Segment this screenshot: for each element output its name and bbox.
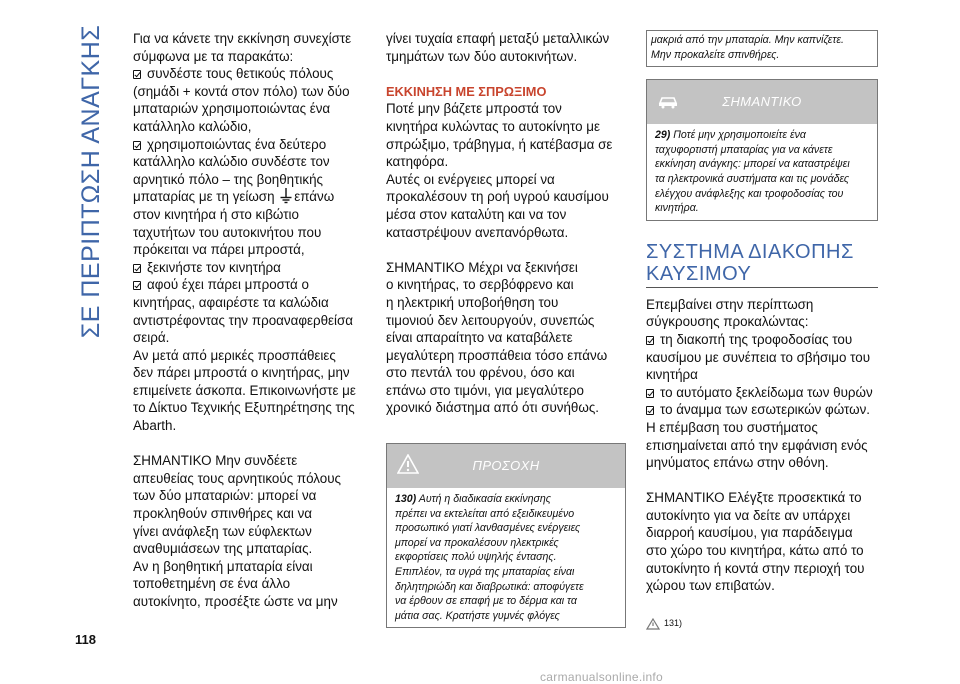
text-line: αρνητικό πόλο – της βοηθητικής (133, 171, 323, 187)
text-line: χώρου των επιβατών. (646, 578, 775, 594)
important-text: 29) Ποτέ μην χρησιμοποιείτε ένα ταχυφορτιστή μπαταρίας για να κάνετε εκκίνηση ανάγκης: μπορεί να καταστρέψει τα ηλεκτρονικά συστήματα και τις μονάδες ελέγχου ανάφλεξης και τροφοδοσίας του κινητήρα. (647, 124, 877, 220)
text-line: σύμφωνα με τα παρακάτω: (133, 48, 294, 64)
text-line: είναι απαραίτητο να καταβάλετε (386, 330, 573, 346)
section-title (646, 241, 878, 288)
text-line: γίνει τυχαία επαφή μεταξύ μεταλλικών (386, 31, 610, 46)
text-line: Η επέμβαση του συστήματος (646, 419, 818, 435)
text-line: σύγκρουσης προκαλώντας: (646, 314, 809, 330)
text-line: κατάλληλο καλώδιο, (133, 118, 252, 134)
column-2 (386, 30, 626, 628)
paragraph (386, 100, 626, 170)
text-line: προκαλέσουν τη ροή υγρού καυσίμου (386, 189, 609, 205)
text-line: Αυτές οι ενέργειες μπορεί να (386, 171, 555, 187)
footnote-reference (646, 615, 878, 633)
paragraph (646, 489, 878, 595)
note-number: 29) (655, 129, 671, 142)
text-line: προκληθούν σπινθήρες και να (133, 506, 313, 522)
warning-triangle-icon (397, 454, 419, 474)
text-line: κινητήρας, αφαιρέστε τα καλώδια (133, 294, 329, 310)
text-line: συνδέστε τους θετικούς πόλους (133, 65, 365, 83)
text-line: μακριά από την μπαταρία. Μην καπνίζετε. (651, 34, 844, 46)
text-line: Ποτέ μην βάζετε μπροστά τον (386, 101, 562, 117)
bullet-item (646, 331, 878, 384)
warning-label: ΠΡΟΣΟΧΗ (472, 458, 540, 474)
text-line: απευθείας τους αρνητικούς πόλους (133, 470, 342, 486)
bullet-item (133, 65, 365, 135)
text-line: μεγαλύτερη προσπάθεια τόσο επάνω (386, 347, 608, 363)
text-line: ξεκινήστε τον κινητήρα (133, 259, 365, 277)
text-line: τη διακοπή της τροφοδοσίας του (646, 331, 878, 349)
ground-symbol-icon (280, 188, 292, 204)
important-header (647, 80, 877, 124)
paragraph (386, 30, 626, 65)
text-line: σειρά. (133, 330, 170, 346)
text-line: καυσίμου με συνέπεια το σβήσιμο του (646, 349, 871, 365)
text-line: εκκίνηση ανάγκης: μπορεί να καταστρέψει (655, 158, 850, 171)
bullet-item (646, 401, 878, 419)
text-line: κατάλληλο καλώδιο συνδέστε τον (133, 154, 330, 170)
text-line: κινητήρα (646, 367, 698, 383)
important-label: ΣΗΜΑΝΤΙΚΟ (722, 94, 802, 110)
text-line: Μην προκαλείτε σπινθήρες. (651, 48, 780, 61)
text-line: αυτοκίνητο ή κοντά στην περιοχή του (646, 560, 865, 576)
text-line: το αυτόματο ξεκλείδωμα των θυρών (646, 384, 878, 402)
section-title-line: ΚΑΥΣΙΜΟΥ (646, 262, 752, 285)
warning-text: 130) Αυτή η διαδικασία εκκίνησης πρέπει να εκτελείται από εξειδικευμένο προσωπικό γιατί λανθασμένες ενέργειες μπορεί να προκαλέσουν ηλεκτρικές εκφορτίσεις πολύ υψηλής έντασης. Επιπλέον, τα υγρά της μπαταρίας είναι δηλητηριώδη και διαβρωτικά: αποφύγετε να έρθουν σε επαφή με το δέρμα και τα μάτια σας. Κρατήστε γυμνές φλόγες (387, 488, 625, 627)
text-line: αυτοκίνητο, προσέξτε ώστε να μην (133, 594, 338, 609)
text-line: χρησιμοποιώντας ένα δεύτερο (133, 136, 365, 154)
text-line: το Δίκτυο Τεχνικής Εξυπηρέτησης της (133, 400, 355, 416)
paragraph (133, 347, 365, 435)
text-line: γίνει ανάφλεξη των εύφλεκτων (133, 523, 312, 539)
paragraph (386, 259, 626, 417)
text-line: τοποθετημένη σε ένα άλλο (133, 576, 291, 592)
page-number: 118 (75, 632, 96, 647)
footnote-number: 131) (664, 617, 683, 628)
text-line: ΣΗΜΑΝΤΙΚΟ Μέχρι να ξεκινήσει (386, 259, 578, 275)
text-line: προσωπικό γιατί λανθασμένες ενέργειες (395, 522, 581, 535)
note-number: 130) (395, 493, 417, 506)
checkbox-bullet-icon (133, 141, 141, 150)
text-line: αντιστρέφοντας την προαναφερθείσα (133, 312, 353, 328)
car-warning-icon (657, 90, 679, 110)
text-line: σπρώξιμο, τράβηγμα, ή κατέβασμα σε (386, 136, 613, 152)
bullet-item (133, 259, 365, 277)
text-line: εκφορτίσεις πολύ υψηλής έντασης. (395, 551, 557, 564)
text-line: τμημάτων των δύο αυτοκινήτων. (386, 48, 578, 64)
text-line: δεν πάρει μπροστά ο κινητήρας, μην (133, 365, 350, 381)
text-line: τα ηλεκτρονικά συστήματα και τις μονάδες (655, 172, 850, 185)
text-line: ελέγχου ανάφλεξης και τροφοδοσίας του (655, 187, 844, 200)
checkbox-bullet-icon (133, 281, 141, 290)
warning-triangle-small-icon (646, 618, 660, 630)
text-line: στο χώρο του κινητήρα, κάτω από το (646, 543, 864, 559)
checkbox-bullet-icon (646, 336, 654, 345)
text-line: το άναμμα των εσωτερικών φώτων. (646, 401, 878, 419)
text-line: δηλητηριώδη και διαβρωτικά: αποφύγετε (395, 580, 584, 593)
text-line: μάτια σας. Κρατήστε γυμνές φλόγες (395, 609, 560, 622)
important-box (646, 79, 878, 221)
warning-continued-text (647, 31, 877, 66)
paragraph (386, 171, 626, 241)
text-line: μπαταριών χρησιμοποιώντας ένα (133, 101, 331, 117)
column-3 (646, 30, 878, 632)
text-line: στο πεντάλ του φρένου, όσο και (386, 365, 575, 381)
text-line: η ηλεκτρική υποβοήθηση του (386, 294, 559, 310)
text-line: κινητήρα κυλώντας το αυτοκίνητο με (386, 118, 600, 134)
text-line: Επιπλέον, τα υγρά της μπαταρίας είναι (395, 566, 575, 579)
column-1 (133, 30, 365, 611)
text-line: Αν η βοηθητική μπαταρία είναι (133, 558, 313, 574)
text-line: χρονικό διάστημα από ότι συνήθως. (386, 400, 600, 416)
text-line: ΣΗΜΑΝΤΙΚΟ Μην συνδέετε (133, 453, 298, 469)
text-line: αυτοκίνητο για να δείτε αν υπάρχει (646, 507, 851, 523)
text-line: πρόκειται να πάρει μπροστά, (133, 242, 305, 258)
checkbox-bullet-icon (646, 406, 654, 415)
section-heading: ΕΚΚΙΝΗΣΗ ΜΕ ΣΠΡΩΞΙΜΟ (386, 83, 547, 99)
text-line: αφού έχει πάρει μπροστά ο (133, 276, 365, 294)
footer-watermark: carmanualsonline.info (540, 670, 664, 684)
paragraph (646, 419, 878, 472)
text-line: (σημάδι + κοντά στον πόλο) των δύο (133, 83, 350, 99)
text-line: Επεμβαίνει στην περίπτωση (646, 296, 814, 312)
text-line: στον κινητήρα ή στο κιβώτιο (133, 206, 299, 222)
chapter-sidebar-title (66, 24, 118, 338)
paragraph (646, 296, 878, 331)
warning-header (387, 444, 625, 488)
text-line: μπαταρίας με τη γείωση επάνω (133, 189, 335, 205)
text-line: αναθυμιάσεων της μπαταρίας. (133, 541, 313, 557)
text-line: ΣΗΜΑΝΤΙΚΟ Ελέγξτε προσεκτικά το (646, 490, 862, 506)
text-line: κατηφόρα. (386, 154, 449, 170)
warning-box (386, 443, 626, 628)
checkbox-bullet-icon (646, 389, 654, 398)
text-line: μέσα στον καταλύτη και να τον (386, 206, 567, 222)
text-line: επιμείνετε άσκοπα. Επικοινωνήστε με (133, 382, 356, 398)
text-line: καταστρέψουν ανεπανόρθωτα. (386, 224, 569, 240)
section-title-line: ΣΥΣΤΗΜΑ ΔΙΑΚΟΠΗΣ (646, 240, 854, 263)
text-line: κινητήρα. (655, 202, 699, 215)
bullet-item (646, 384, 878, 402)
text-line: μπορεί να προκαλέσουν ηλεκτρικές (395, 536, 559, 549)
intro-paragraph (133, 30, 365, 65)
text-line: επισημαίνεται από την εμφάνιση ενός (646, 437, 868, 453)
text-line: να έρθουν σε επαφή με το δέρμα και τα (395, 595, 577, 608)
text-line: Abarth. (133, 418, 177, 434)
text-line: ο κινητήρας, το σερβόφρενο και (386, 277, 574, 293)
checkbox-bullet-icon (133, 264, 141, 273)
warning-box-continued (646, 30, 878, 67)
chapter-title-text: ΣΕ ΠΕΡΙΠΤΩΣΗ ΑΝΑΓΚΗΣ (77, 24, 106, 338)
text-line: των δύο μπαταριών: μπορεί να (133, 488, 317, 504)
text-line: διαρροή καυσίμου, για παράδειγμα (646, 525, 853, 541)
text-line: επάνω στο τιμόνι, για μεγαλύτερο (386, 382, 584, 398)
bullet-item (133, 136, 365, 259)
text-line: μηνύματος επάνω στην οθόνη. (646, 455, 829, 471)
checkbox-bullet-icon (133, 70, 141, 79)
bullet-item (133, 276, 365, 346)
text-line: ταχυφορτιστή μπαταρίας για να κάνετε (655, 143, 833, 156)
text-line: Αν μετά από μερικές προσπάθειες (133, 347, 336, 363)
paragraph (133, 452, 365, 610)
text-line: πρέπει να εκτελείται από εξειδικευμένο (395, 507, 575, 520)
text-line: Για να κάνετε την εκκίνηση συνεχίστε (133, 31, 352, 46)
text-line: τιμονιού δεν λειτουργούν, συνεπώς (386, 312, 595, 328)
text-line: ταχυτήτων του αυτοκινήτου που (133, 224, 322, 240)
